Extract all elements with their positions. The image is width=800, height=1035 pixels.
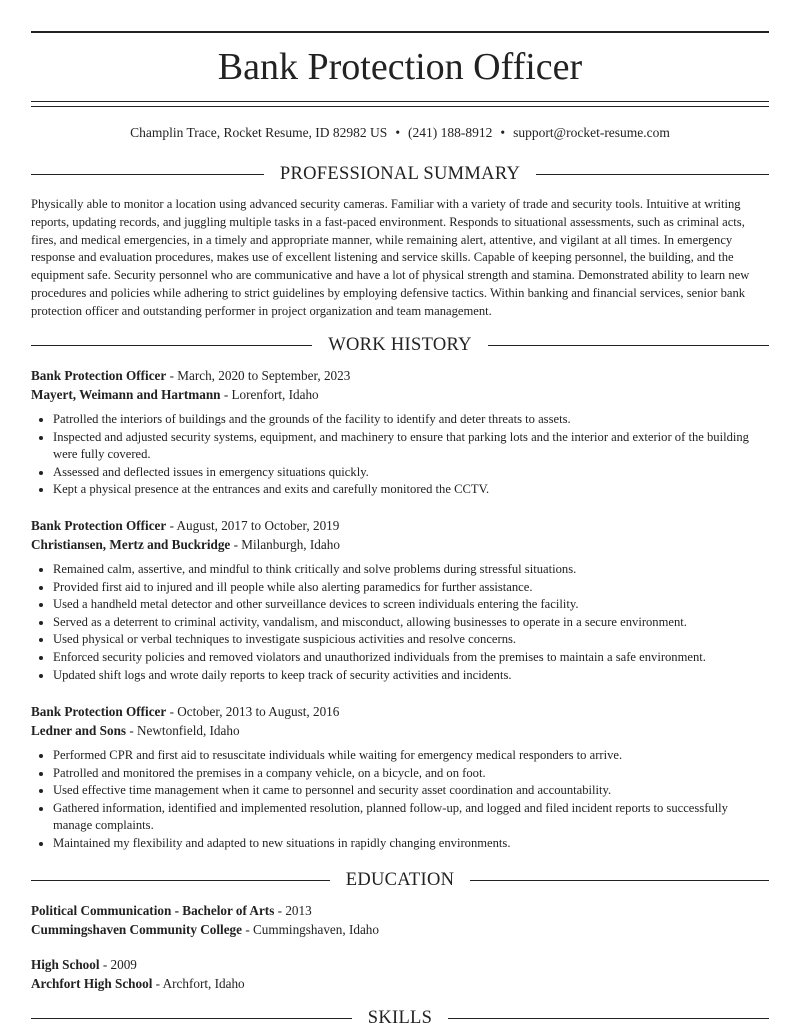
section-rule-right bbox=[448, 1018, 769, 1019]
contact-separator: • bbox=[395, 125, 401, 140]
job-bullet: • Used physical or verbal techniques to investigate suspicious activities and resolve concerns. bbox=[53, 631, 769, 649]
education-school: Archfort High School bbox=[31, 976, 153, 991]
education-entry bbox=[31, 901, 769, 939]
job-location: - Milanburgh, Idaho bbox=[230, 537, 340, 552]
job-title-line bbox=[31, 702, 769, 721]
job-dates: - October, 2013 to August, 2016 bbox=[166, 704, 340, 719]
contact-phone: (241) 188-8912 bbox=[408, 125, 493, 140]
job-title-line bbox=[31, 366, 769, 385]
section-rule-right bbox=[536, 174, 769, 175]
name-rule-upper bbox=[31, 101, 769, 102]
summary-text: Physically able to monitor a location using advanced security cameras. Familiar with a variety of trade and security tools. Intuitive at writing reports, updating records, and juggling multiple tasks in a fast-paced environment. Responds to situational assessments, such as criminal acts, fires, and medical emergencies, in a timely and appropriate manner, while remaining alert, attentive, and vigilant at all times. In emergency response and evaluation procedures, makes use of excellent listening and service skills. Capable of keeping personnel, the building, and the equipment safe. Security personnel who are communicative and have a lot of physical strength and stamina. Demonstrated ability to learn new procedures and policies while adhering to strict guidelines by employing defensive tactics. Within banking and financial services, senior bank protection officer and outstanding performer in project organization and team management. bbox=[31, 197, 750, 318]
top-rule bbox=[31, 31, 769, 33]
job-bullet: • Inspected and adjusted security systems, equipment, and machinery to ensure that parking lots and the interior and exterior of the building were fully covered. bbox=[53, 429, 769, 464]
job-company-line bbox=[31, 721, 769, 740]
education-location: - Archfort, Idaho bbox=[152, 976, 245, 991]
section-title-education: EDUCATION bbox=[345, 869, 455, 890]
education-degree-line bbox=[31, 955, 769, 974]
section-title-skills: SKILLS bbox=[367, 1007, 433, 1028]
education-school-line bbox=[31, 974, 769, 993]
job-bullet: • Assessed and deflected issues in emergency situations quickly. bbox=[53, 464, 769, 482]
section-header-summary bbox=[31, 162, 769, 186]
job-company-line bbox=[31, 385, 769, 404]
job-entry bbox=[31, 366, 769, 499]
job-title: Bank Protection Officer bbox=[31, 518, 167, 533]
education-degree: High School bbox=[31, 957, 100, 972]
job-bullet: • Maintained my flexibility and adapted to new situations in rapidly changing environments. bbox=[53, 835, 769, 853]
job-location: - Lorenfort, Idaho bbox=[220, 387, 319, 402]
contact-separator: • bbox=[500, 125, 506, 140]
contact-address: Champlin Trace, Rocket Resume, ID 82982 US bbox=[130, 125, 388, 140]
job-bullet: • Provided first aid to injured and ill people while also alerting paramedics for further assistance. bbox=[53, 579, 769, 597]
job-dates: - August, 2017 to October, 2019 bbox=[166, 518, 340, 533]
contact-email[interactable]: support@rocket-resume.com bbox=[513, 125, 670, 140]
education-degree-line bbox=[31, 901, 769, 920]
job-bullet: • Used effective time management when it came to personnel and security asset coordination and accountability. bbox=[53, 782, 769, 800]
job-bullet: • Remained calm, assertive, and mindful to think critically and solve problems during stressful situations. bbox=[53, 561, 769, 579]
education-location: - Cummingshaven, Idaho bbox=[242, 922, 379, 937]
job-bullet: • Gathered information, identified and implemented resolution, planned follow-up, and logged and filed incident reports to successfully manage complaints. bbox=[53, 800, 769, 835]
job-company: Christiansen, Mertz and Buckridge bbox=[31, 537, 231, 552]
section-rule-left bbox=[31, 1018, 352, 1019]
job-bullet: • Served as a deterrent to criminal activity, vandalism, and misconduct, allowing businesses to operate in a secure environment. bbox=[53, 614, 769, 632]
education-year: - 2013 bbox=[274, 903, 312, 918]
job-bullets bbox=[31, 747, 769, 853]
job-title-line bbox=[31, 516, 769, 535]
job-title: Bank Protection Officer bbox=[31, 368, 167, 383]
job-bullet: • Updated shift logs and wrote daily reports to keep track of security activities and incidents. bbox=[53, 667, 769, 685]
job-company: Mayert, Weimann and Hartmann bbox=[31, 387, 221, 402]
contact-line bbox=[31, 124, 769, 142]
name-rule-lower bbox=[31, 106, 769, 107]
job-title: Bank Protection Officer bbox=[31, 704, 167, 719]
section-header-work bbox=[31, 333, 769, 357]
education-degree: Political Communication - Bachelor of Arts bbox=[31, 903, 275, 918]
job-bullet: • Kept a physical presence at the entrances and exits and carefully monitored the CCTV. bbox=[53, 481, 769, 499]
education-entry bbox=[31, 955, 769, 993]
job-bullets bbox=[31, 561, 769, 684]
job-bullet: • Patrolled and monitored the premises in a company vehicle, on a bicycle, and on foot. bbox=[53, 765, 769, 783]
section-title-summary: PROFESSIONAL SUMMARY bbox=[279, 163, 521, 184]
job-bullet: • Performed CPR and first aid to resuscitate individuals while waiting for emergency medical responders to arrive. bbox=[53, 747, 769, 765]
section-rule-left bbox=[31, 174, 264, 175]
job-company-line bbox=[31, 535, 769, 554]
job-bullet: • Used a handheld metal detector and other surveillance devices to screen individuals entering the facility. bbox=[53, 596, 769, 614]
job-entry bbox=[31, 702, 769, 853]
section-title-work: WORK HISTORY bbox=[328, 334, 472, 355]
job-bullet: • Enforced security policies and removed violators and unauthorized individuals from the premises to maintain a safe environment. bbox=[53, 649, 769, 667]
job-bullets bbox=[31, 411, 769, 499]
job-dates: - March, 2020 to September, 2023 bbox=[166, 368, 351, 383]
education-school-line bbox=[31, 920, 769, 939]
education-school: Cummingshaven Community College bbox=[31, 922, 243, 937]
section-rule-left bbox=[31, 880, 330, 881]
job-location: - Newtonfield, Idaho bbox=[126, 723, 240, 738]
job-bullet: • Patrolled the interiors of buildings and the grounds of the facility to identify and deter threats to assets. bbox=[53, 411, 769, 429]
section-header-education bbox=[31, 868, 769, 892]
job-company: Ledner and Sons bbox=[31, 723, 127, 738]
resume-name: Bank Protection Officer bbox=[217, 46, 583, 88]
section-rule-right bbox=[488, 345, 769, 346]
section-header-skills bbox=[31, 1006, 769, 1030]
education-year: - 2009 bbox=[99, 957, 137, 972]
section-rule-right bbox=[470, 880, 769, 881]
section-rule-left bbox=[31, 345, 312, 346]
job-entry bbox=[31, 516, 769, 684]
